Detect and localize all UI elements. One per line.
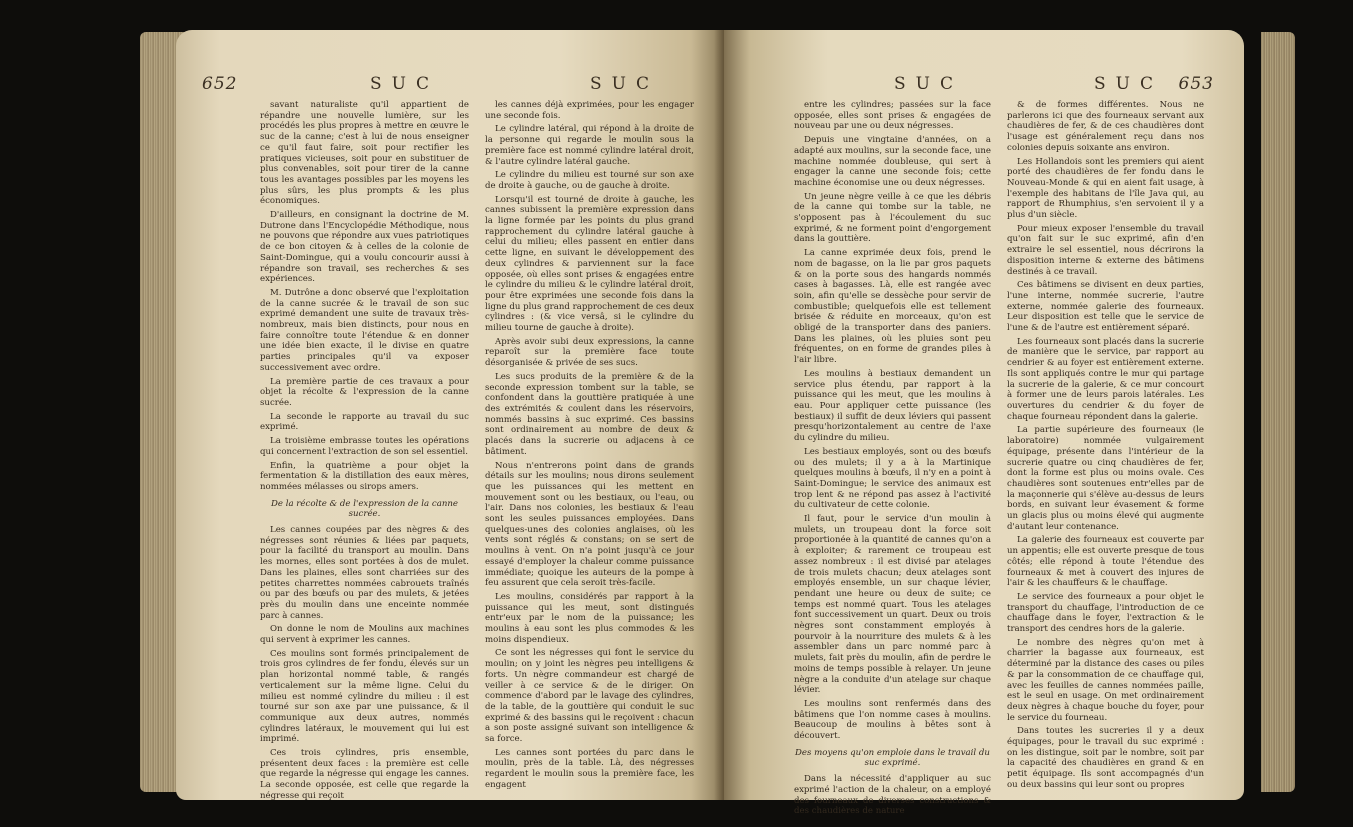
paragraph: D'ailleurs, en consignant la doctrine de M. Dutrone dans l'Encyclopédie Méthodique, nous ne pouvons que répondre aux vues patriotiques de ce bon citoyen & à celles de la colonie de Saint-Domingue, qui a voulu concourir aussi à répandre son travail, ses recherches & ses expériences. <box>260 210 469 285</box>
paragraph: Lorsqu'il est tourné de droite à gauche, les cannes subissent la première expression dans la ligne formée par les points du plus grand rapprochement du cylindre latéral gauche à celui du milieu; elles passent en entier dans cette ligne, en suivant le développement des deux cylindres & parviennent sur la face opposée, où elles sont prises & engagées entre le cylindre du milieu & le cylindre latéral droit, pour être exprimées une seconde fois dans la ligne du plus grand rapprochement de ces deux cylindres : (& vice versâ, si le cylindre du milieu tourne de gauche à droite). <box>485 194 694 334</box>
paragraph: Les cannes coupées par des nègres & des négresses sont réunies & liées par paquets, pour la facilité du transport au moulin. Dans les mornes, elles sont portées à dos de mulet. Dans les plaines, elles sont charriées sur des petites charrettes nommées cabrouets traînés ou par des bœufs ou par des mulets, & jetées près du moulin dans une enceinte nommée parc à cannes. <box>260 525 469 621</box>
paragraph: Les moulins, considérés par rapport à la puissance qui les meut, sont distingués entr'eux par le nom de la puissance; les moulins à eau sont les plus commodes & les moins dispendieux. <box>485 591 694 645</box>
paragraph: Les moulins sont renfermés dans des bâtimens que l'on nomme cases à moulins. Beaucoup de moulins à bêtes sont à découvert. <box>794 698 991 742</box>
left-header-col2: SUC <box>590 74 659 94</box>
paragraph: La galerie des fourneaux est couverte par un appentis; elle est ouverte presque de tous côtés; elle répond à toute l'étendue des fourneaux & met à couvert des injures de l'air & les chauffeurs & le chauffage. <box>1007 535 1204 589</box>
open-book <box>140 18 1295 818</box>
paragraph: les cannes déjà exprimées, pour les engager une seconde fois. <box>485 100 694 121</box>
paragraph: La canne exprimée deux fois, prend le nom de bagasse, on la lie par gros paquets & on la porte sous des hangards nommés cases à bagasses. Là, elle est rangée avec soin, afin qu'elle se dessèche pour servir de combustible; quelquefois elle est tellement brisée & réduite en morceaux, qu'on est obligé de la transporter dans des paniers. Dans les plaines, où les pluies sont peu fréquentes, on en forme de grandes piles à l'air libre. <box>794 248 991 366</box>
paragraph: Dans la nécessité d'appliquer au suc exprimé l'action de la chaleur, on a employé des fourneaux de diverses constructions & des chaudières de nature <box>794 774 991 817</box>
paragraph: Un jeune nègre veille à ce que les débris de la canne qui tombe sur la table, ne s'opposent pas à l'écoulement du suc exprimé, & ne forment point d'engorgement dans la gouttière. <box>794 191 991 245</box>
paragraph: Ces trois cylindres, pris ensemble, présentent deux faces : la première est celle que regarde la négresse qui engage les cannes. La seconde opposée, est celle que regarde la négresse qui reçoit <box>260 748 469 801</box>
paragraph: Nous n'entrerons point dans de grands détails sur les moulins; nous dirons seulement que les puissances qui les mettent en mouvement sont ou les bestiaux, ou l'eau, ou l'air. Dans nos colonies, les bestiaux & l'eau sont les seules puissances employées. Dans quelques-unes des colonies anglaises, où les vents sont réglés & constans; on se sert de moulins à vent. On n'a point jusqu'à ce jour essayé d'employer la chaleur comme puissance immédiate; quoique les auteurs de la pompe à feu assurent que cela seroit très-facile. <box>485 460 694 589</box>
left-running-head <box>202 74 694 100</box>
paragraph: De la récolte & de l'expression de la canne sucrée. <box>271 498 458 520</box>
paragraph: Après avoir subi deux expressions, la canne reparoît sur la première face toute désorganisée & privée de ses sucs. <box>485 336 694 369</box>
left-column-1 <box>260 100 469 805</box>
paragraph: On donne le nom de Moulins aux machines qui servent à exprimer les cannes. <box>260 624 469 646</box>
paragraph: Les sucs produits de la première & de la seconde expression tombent sur la table, se confondent dans la gouttière pratiquée à une des extrémités & coulent dans les réservoirs, nommés bassins à suc exprimé. Ces bassins sont ordinairement au nombre de deux & placés dans la sucrerie ou adjacens à ce bâtiment. <box>485 371 694 457</box>
paragraph: entre les cylindres; passées sur la face opposée, elles sont prises & engagées de nouveau par une ou deux négresses. <box>794 100 991 132</box>
paragraph: M. Dutrône a donc observé que l'exploitation de la canne sucrée & le travail de son suc exprimé demandent une suite de travaux très-nombreux, mais bien distincts, pour nous en faire connoître toute l'étendue & en donner une idée bien exacte, il le divise en quatre parties principales qu'il va exposer successivement avec ordre. <box>260 287 469 373</box>
page-edges-right <box>1261 32 1295 792</box>
paragraph: La première partie de ces travaux a pour objet la récolte & l'expression de la canne sucrée. <box>260 376 469 408</box>
paragraph: Depuis une vingtaine d'années, on a adapté aux moulins, sur la seconde face, une machine nommée doubleuse, qui sert à engager la canne une seconde fois; cette machine économise une ou deux négresses. <box>794 135 991 188</box>
left-page <box>176 30 724 800</box>
paragraph: Ce sont les négresses qui font le service du moulin; on y joint les nègres peu intelligens & forts. Un nègre commandeur est chargé de veiller à ce service & de le diriger. On commence d'abord par le lavage des cylindres, de la table, de la gouttière qui conduit le suc exprimé & des bassins qui le reçoivent : chacun a son poste assigné suivant son intelligence & sa force. <box>485 648 694 745</box>
left-column-2 <box>485 100 694 805</box>
paragraph: savant naturaliste qu'il appartient de répandre une nouvelle lumière, sur les procédés les plus propres à mettre en œuvre le suc de la canne; c'est à lui de nous enseigner ce qu'il faut faire, soit pour rectifier les pratiques vicieuses, soit pour en substituer de plus convenables, soit pour tirer de la canne tous les avantages possibles par les moyens les plus sûrs, les plus prompts & les plus économiques. <box>260 100 469 207</box>
paragraph: Les cannes sont portées du parc dans le moulin, près de la table. Là, des négresses regardent le moulin sous la première face, les engagent <box>485 747 694 790</box>
paragraph: Ces moulins sont formés principalement de trois gros cylindres de fer fondu, élevés sur un plan horizontal nommé table, & rangés verticalement sur la même ligne. Celui du milieu est nommé cylindre du milieu : il est tourné sur son axe par une puissance, & il communique aux deux autres, nommés cylindres latéraux, le mouvement qui lui est imprimé. <box>260 648 469 745</box>
right-page-number: 653 <box>1178 74 1214 94</box>
paragraph: Le cylindre du milieu est tourné sur son axe de droite à gauche, ou de gauche à droite. <box>485 170 694 191</box>
paragraph: Les bestiaux employés, sont ou des bœufs ou des mulets; il y a à la Martinique quelques moulins à bœufs, il n'y en a point à Saint-Domingue; le service des animaux est trop lent & ne répond pas assez à l'activité du cultivateur de cette colonie. <box>794 446 991 511</box>
paragraph: Enfin, la quatrième a pour objet la fermentation & la distillation des eaux mères, nommées mélasses ou sirops amers. <box>260 460 469 492</box>
left-page-number: 652 <box>202 74 238 94</box>
right-header-col2: SUC <box>1094 74 1163 94</box>
paragraph: Les fourneaux sont placés dans la sucrerie de manière que le service, par rapport au cendrier & au foyer est entièrement externe. Ils sont appliqués contre le mur qui partage la sucrerie de la galerie, & ce mur concourt à former une de leurs parois latérales. Les ouvertures du cendrier & du foyer de chaque fourneau répondent dans la galerie. <box>1007 336 1204 422</box>
paragraph: Les moulins à bestiaux demandent un service plus étendu, par rapport à la puissance qui les meut, que les moulins à eau. Pour appliquer cette puissance (les bestiaux) il suffit de deux léviers qui passent presqu'horizontalement au centre de l'axe du cylindre du milieu. <box>794 368 991 444</box>
paragraph: La partie supérieure des fourneaux (le laboratoire) nommée vulgairement équipage, présente dans l'intérieur de la sucrerie quatre ou cinq chaudières de fer, dont la forme est plus ou moins ovale. Ces chaudières sont soutenues entr'elles par de la maçonnerie qui s'élève au-dessus de leurs bords, en suivant leur évasement & forme un glacis plus ou moins élevé qui augmente d'autant leur contenance. <box>1007 425 1204 532</box>
paragraph: La seconde le rapporte au travail du suc exprimé. <box>260 411 469 433</box>
right-header-col1: SUC <box>894 74 963 94</box>
paragraph: Le cylindre latéral, qui répond à la droite de la personne qui regarde le moulin sous la première face est nommé cylindre latéral droit, & l'autre cylindre latéral gauche. <box>485 124 694 167</box>
paragraph: Le nombre des nègres qu'on met à charrier la bagasse aux fourneaux, est déterminé par la distance des cases ou piles & par la consommation de ce chauffage qui, avec les feuilles de cannes nommées paille, est le seul en usage. On met ordinairement deux nègres à chaque bouche du foyer, pour le service du fourneau. <box>1007 637 1204 723</box>
paragraph: Dans toutes les sucreries il y a deux équipages, pour le travail du suc exprimé : on les distingue, soit par le nombre, soit par la capacité des chaudières en grand & en petit équipage. Ils sont accompagnés d'un ou deux bassins qui leur sont ou propres <box>1007 726 1204 790</box>
right-running-head <box>794 74 1214 100</box>
paragraph: Pour mieux exposer l'ensemble du travail qu'on fait sur le suc exprimé, afin d'en extraire le sel essentiel, nous décrirons la disposition interne & externe des bâtimens destinés à ce travail. <box>1007 223 1204 277</box>
right-column-2 <box>1007 100 1204 820</box>
paragraph: Les Hollandois sont les premiers qui aient porté des chaudières de fer fondu dans le Nouveau-Monde & qui en aient fait usage, à l'exemple des habitans de l'île Java qui, au rapport de Rhumphius, s'en servoient il y a plus d'un siècle. <box>1007 156 1204 221</box>
paragraph: Des moyens qu'on emploie dans le travail du suc exprimé. <box>795 747 990 769</box>
paragraph: Il faut, pour le service d'un moulin à mulets, un troupeau dont la force soit proportionée à la quantité de cannes qu'on a à exploiter; & rarement ce troupeau est assez nombreux : il est divisé par atelages de trois mulets chacun; deux atelages sont employés ensemble, un sur chaque lévier, pendant une heure ou deux de suite; ce temps est nommé quart. Tous les atelages font successivement un quart. Deux ou trois nègres sont constamment employés à pourvoir à la nourriture des mulets & à les assembler dans un parc nommé parc à mulets, fait près du moulin, afin de perdre le moins de temps possible à relayer. Un jeune nègre a la conduite d'un atelage sur chaque lévier. <box>794 514 991 696</box>
paragraph: La troisième embrasse toutes les opérations qui concernent l'extraction de son sel essentiel. <box>260 436 469 457</box>
right-page <box>724 30 1244 817</box>
paragraph: Le service des fourneaux a pour objet le transport du chauffage, l'introduction de ce chauffage dans le foyer, l'extraction & le transport des cendres hors de la galerie. <box>1007 591 1204 635</box>
paragraph: Ces bâtimens se divisent en deux parties, l'une interne, nommée sucrerie, l'autre externe, nommée galerie des fourneaux. Leur disposition est telle que le service de l'une & de l'autre est entièrement séparé. <box>1007 280 1204 334</box>
right-column-1 <box>794 100 991 820</box>
paragraph: & de formes différentes. Nous ne parlerons ici que des fourneaux servant aux chaudières de fer, & de ces chaudières dont l'usage est généralement reçu dans nos colonies depuis soixante ans environ. <box>1007 100 1204 153</box>
left-header-col1: SUC <box>370 74 439 94</box>
